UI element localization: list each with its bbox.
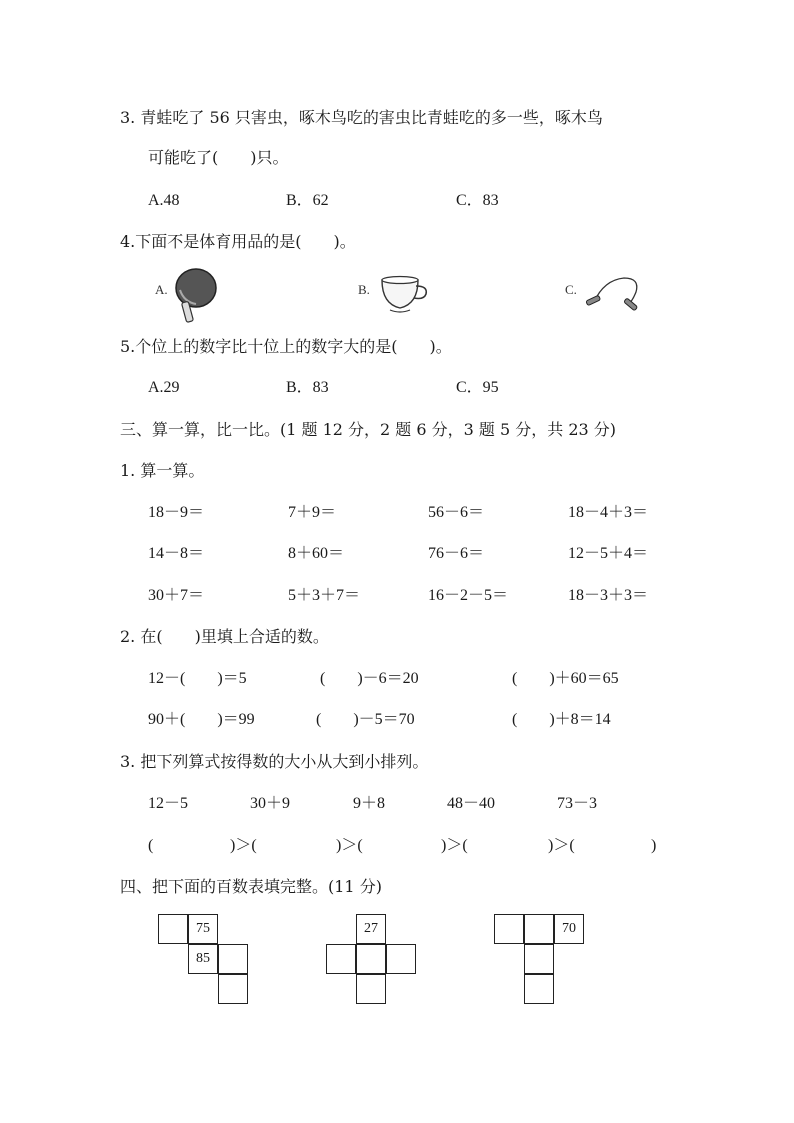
q3-stem-line1: 3. 青蛙吃了 56 只害虫，啄木鸟吃的害虫比青蛙吃的多一些，啄木鸟	[120, 108, 603, 127]
calc-item: 18－9＝	[148, 504, 205, 521]
fill-blank-item: 90＋( )＝99	[148, 711, 255, 728]
teacup-icon	[378, 274, 432, 314]
grid-cell[interactable]	[218, 944, 248, 974]
ping-pong-paddle-icon	[174, 266, 222, 326]
order-expr: 9＋8	[353, 795, 386, 812]
grid-cell[interactable]	[494, 914, 524, 944]
calc-item: 7＋9＝	[288, 504, 337, 521]
grid-cell[interactable]	[356, 944, 386, 974]
section4-title: 四、把下面的百数表填完整。(11 分)	[120, 877, 382, 896]
order-blank: )＞(	[441, 837, 468, 854]
q4-option-a-label: A.	[155, 282, 168, 297]
q3-stem-line2: 可能吃了( )只。	[148, 148, 289, 167]
grid-cell: 70	[554, 914, 584, 944]
q3-option-b: B．62	[286, 192, 329, 209]
grid-cell[interactable]	[326, 944, 356, 974]
fill-blank-item: 12－( )＝5	[148, 670, 247, 687]
q5-option-c: C．95	[456, 379, 499, 396]
calc-item: 76－6＝	[428, 545, 485, 562]
section3-sub2-title: 2. 在( )里填上合适的数。	[120, 627, 329, 646]
section3-sub1-title: 1. 算一算。	[120, 461, 205, 480]
q4-option-b-label: B.	[358, 282, 370, 297]
order-expr: 12－5	[148, 795, 189, 812]
grid-cell[interactable]	[218, 974, 248, 1004]
order-expr: 48－40	[447, 795, 496, 812]
calc-item: 18－3＋3＝	[568, 587, 649, 604]
calc-item: 14－8＝	[148, 545, 205, 562]
grid-cell[interactable]	[158, 914, 188, 944]
q5-option-b: B．83	[286, 379, 329, 396]
q5-stem: 5.个位上的数字比十位上的数字大的是( )。	[120, 337, 452, 356]
order-blank: )＞(	[548, 837, 575, 854]
order-blank: )	[651, 837, 657, 854]
calc-item: 30＋7＝	[148, 587, 205, 604]
order-expr: 73－3	[557, 795, 598, 812]
grid-cell[interactable]	[524, 944, 554, 974]
q4-option-c-label: C.	[565, 282, 577, 297]
fill-blank-item: ( )＋8＝14	[512, 711, 611, 728]
order-expr: 30＋9	[250, 795, 291, 812]
order-blank: (	[148, 837, 154, 854]
grid-cell[interactable]	[386, 944, 416, 974]
q3-option-c: C．83	[456, 192, 499, 209]
grid-cell[interactable]	[524, 974, 554, 1004]
calc-item: 8＋60＝	[288, 545, 345, 562]
fill-blank-item: ( )－6＝20	[320, 670, 419, 687]
order-blank: )＞(	[336, 837, 363, 854]
grid-cell: 75	[188, 914, 218, 944]
q3-option-a: A.48	[148, 192, 180, 209]
grid-cell[interactable]	[356, 974, 386, 1004]
q4-stem: 4.下面不是体育用品的是( )。	[120, 232, 356, 251]
fill-blank-item: ( )＋60＝65	[512, 670, 619, 687]
fill-blank-item: ( )－5＝70	[316, 711, 415, 728]
grid-cell: 27	[356, 914, 386, 944]
calc-item: 5＋3＋7＝	[288, 587, 361, 604]
grid-cell: 85	[188, 944, 218, 974]
jump-rope-icon	[584, 272, 644, 314]
section3-title: 三、算一算，比一比。(1 题 12 分，2 题 6 分，3 题 5 分，共 23 分)	[120, 420, 617, 439]
grid-cell[interactable]	[524, 914, 554, 944]
calc-item: 56－6＝	[428, 504, 485, 521]
calc-item: 18－4＋3＝	[568, 504, 649, 521]
section3-sub3-title: 3. 把下列算式按得数的大小从大到小排列。	[120, 752, 429, 771]
calc-item: 12－5＋4＝	[568, 545, 649, 562]
calc-item: 16－2－5＝	[428, 587, 509, 604]
order-blank: )＞(	[230, 837, 257, 854]
q5-option-a: A.29	[148, 379, 180, 396]
